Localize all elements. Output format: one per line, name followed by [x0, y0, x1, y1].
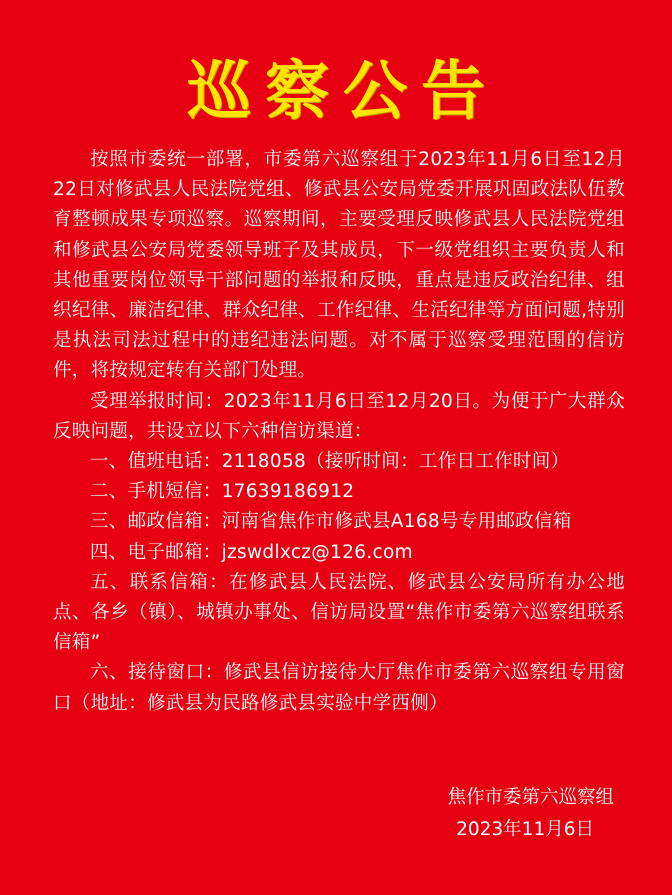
channel-email: 四、电子邮箱：jzswdlxcz@126.com: [90, 541, 413, 563]
issue-date: 2023年11月6日: [456, 819, 594, 840]
channel-sms: 二、手机短信：17639186912: [90, 481, 355, 503]
paragraph-intro: 按照市委统一部署，市委第六巡察组于2023年11月6日至12月22日对修武县人民法院党组、修武县公安局党委开展巩固政法队伍教育整顿成果专项巡察。巡察期间，主要受理反映修武县人民法院党组和修武县公安局党委领导班子及其成员，下一级党组织主要负责人和其他重要岗位领导干部问题的举报和反映，重点是违反政治纪律、组织纪律、廉洁纪律、群众纪律、工作纪律、生活纪律等方面问题,特别是执法司法过程中的违纪违法问题。对不属于巡察受理范围的信访件，将按规定转有关部门处理。: [53, 149, 625, 382]
paragraph-time: 受理举报时间：2023年11月6日至12月20日。为便于广大群众反映问题，共设立以下六种信访渠道：: [53, 390, 625, 442]
signature-block: [447, 782, 614, 846]
notice-title: 巡察公告: [187, 54, 499, 129]
channel-postbox: 三、邮政信箱：河南省焦作市修武县A168号专用邮政信箱: [90, 511, 572, 533]
issuer-name: 焦作市委第六巡察组: [447, 787, 614, 808]
channel-mailbox: 五、联系信箱：在修武县人民法院、修武县公安局所有办公地点、各乡（镇）、城镇办事处、信访局设置“焦作市委第六巡察组联系信箱”: [53, 571, 625, 654]
notice-body: [53, 145, 625, 719]
channel-phone: 一、值班电话：2118058（接听时间：工作日工作时间）: [90, 451, 570, 473]
channel-window: 六、接待窗口：修武县信访接待大厅焦作市委第六巡察组专用窗口（地址：修武县为民路修武县实验中学西侧）: [53, 662, 625, 714]
